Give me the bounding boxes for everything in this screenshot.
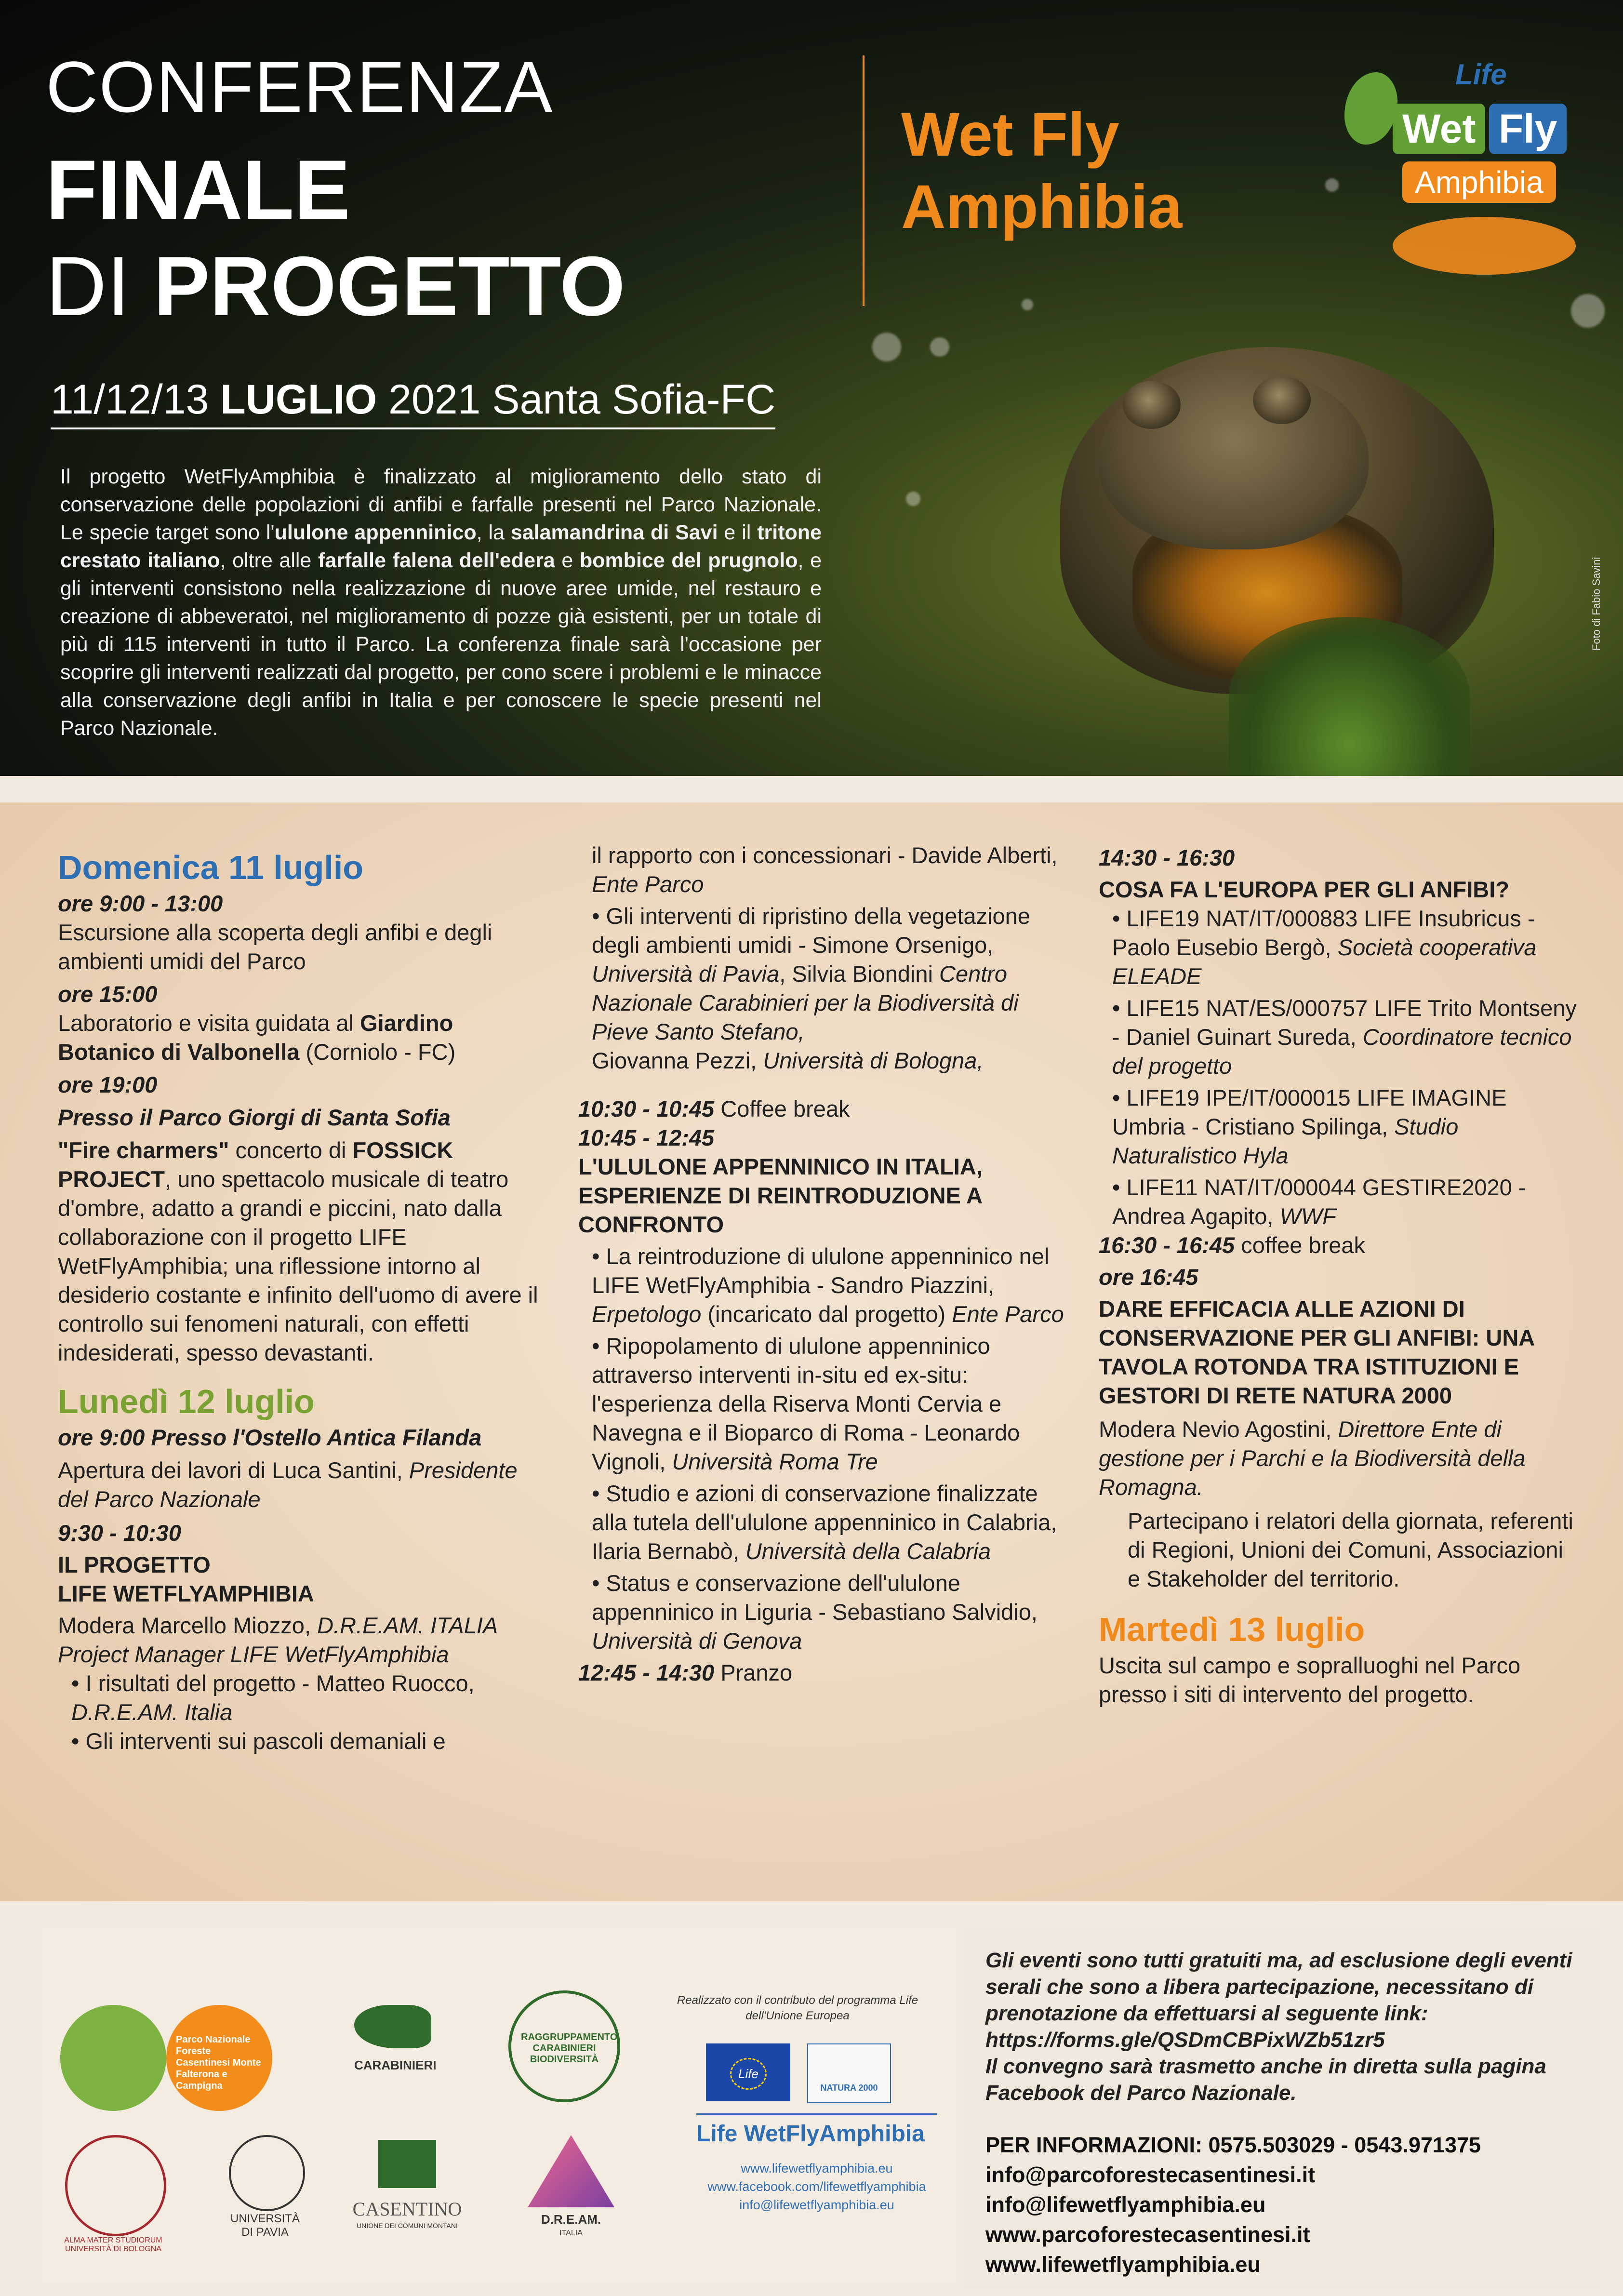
raggruppamento-biodiversita-logo: RAGGRUPPAMENTO CARABINIERI BIODIVERSITÀ (508, 1990, 620, 2102)
email-link[interactable]: info@lifewetflyamphibia.eu (985, 2192, 1266, 2217)
email-link[interactable]: info@parcoforestecasentinesi.it (985, 2163, 1316, 2187)
day-heading-monday: Lunedì 12 luglio (58, 1383, 315, 1420)
info-text: Gli eventi sono tutti gratuiti ma, ad esclusione degli eventi serali che sono a libera partecipazione, necessitano di prenotazione da effettuarsi al seguente link: https://forms.gle/QSDmCBPixWZb51zr5 Il convegno sarà trasmetto anche in diretta sulla pagina Facebook del Parco Nazionale. (985, 1949, 1572, 2105)
bokeh-light (1325, 178, 1339, 192)
event-date: 11/12/13 LUGLIO 2021 Santa Sofia-FC (51, 376, 775, 429)
parco-nazionale-logo: Parco Nazionale Foreste Casentinesi Monte Falterona e Campigna (166, 2005, 272, 2111)
info-panel (964, 1928, 1600, 2289)
dream-logo (528, 2135, 614, 2207)
bokeh-light (1022, 299, 1033, 310)
life-links (696, 2159, 937, 2214)
website-link[interactable]: www.parcoforestecasentinesi.it (985, 2222, 1310, 2247)
day-heading-tuesday: Martedì 13 luglio (1099, 1611, 1365, 1648)
unipv-logo (229, 2135, 305, 2211)
divider (696, 2113, 937, 2115)
website-link[interactable]: www.lifewetflyamphibia.eu (741, 2161, 893, 2176)
intro-text: Il progetto WetFlyAmphibia è finalizzato al miglioramento dello stato di conservazione delle popolazioni di anfibi e farfalle presenti nel Parco Nazionale. Le specie target sono l'ululone appenninico, la salamandrina di Savi e il tritone crestato italiano, oltre alle farfalle falena dell'edera e bombice del prugnolo, e gli interventi consistono nella realizzazione di nuove aree umide, nel restauro e creazione di abbeveratoi, nel miglioramento di pozze già esistenti, per un totale di più di 115 interventi in tutto il Parco. La conferenza finale sarà l'occasione per scoprire gli interventi realizzati dal progetto, per cono scere i problemi e le minacce alla conservazione degli anfibi in Italia e per conoscere le specie presenti nel Parco Nazionale. (60, 465, 822, 740)
program-column-1: Domenica 11 luglio ore 9:00 - 13:00 Escursione alla scoperta degli anfibi e degli ambienti umidi del Parco ore 15:00 Laboratorio e visita guidata al Giardino Botanico di Valbonella (Corniolo - FC) ore 19:00 Presso il Parco Giorgi di Santa Sofia "Fire charmers" concerto di FOSSICK PROJECT, uno spettacolo musicale di teatro d'ombre, adatto a grandi e piccini, nato dalla collaborazione con il progetto LIFE WetFlyAmphibia; una riflessione intorno al desiderio costante e infinito dell'uomo di avere il controllo sui fenomeni naturali, con effetti indesiderati, spesso devastanti. Lunedì 12 luglio ore 9:00 Presso l'Ostello Antica Filanda Apertura dei lavori di Luca Santini, Presidente del Parco Nazionale 9:30 - 10:30 IL PROGETTO LIFE WETFLYAMPHIBIA Modera Marcello Miozzo, D.R.E.AM. ITALIA Project Manager LIFE WetFlyAmphibia • I risultati del progetto - Matteo Ruocco, D.R.E.AM. Italia • Gli interventi sui pascoli demaniali e (58, 846, 540, 1756)
facebook-link[interactable]: www.facebook.com/lifewetflyamphibia (707, 2179, 926, 2194)
email-link[interactable]: info@lifewetflyamphibia.eu (739, 2198, 894, 2212)
program-section (0, 802, 1623, 1901)
divider-line (863, 55, 865, 306)
frog-eye (1253, 376, 1311, 424)
unibo-logo (65, 2135, 166, 2236)
realizzato-note: Realizzato con il contributo del programma Life dell'Unione Europea (677, 1994, 918, 2022)
frog-eye (1123, 381, 1181, 429)
title-line-2: FINALE (46, 143, 350, 237)
leaf-icon (1344, 72, 1397, 145)
partner-logos: Parco Nazionale Foreste Casentinesi Monte Falterona e Campigna CARABINIERI RAGGRUPPAMENTO CARABINIERI BIODIVERSITÀ Realizzato con il contributo del programma Life dell'Unione Europea Life NATURA 2000 Life WetFlyAmphibia www.lifewetflyamphibia.eu www.facebook.com/lifewetflyamphibia info@lifewetflyamphibia.eu ALMA MATER STUDIORUM UNIVERSITÀ DI BOLOGNA UNIVERSITÀ DI PAVIA CASENTINO UNIONE DEI COMUNI MONTANI D.R.E.AM. ITALIA (41, 1928, 957, 2284)
program-column-3: 14:30 - 16:30 COSA FA L'EUROPA PER GLI ANFIBI? • LIFE19 NAT/IT/000883 LIFE Insubricus - Paolo Eusebio Bergò, Società cooperativa ELEADE • LIFE15 NAT/ES/000757 LIFE Trito Montseny - Daniel Guinart Sureda, Coordinatore tecnico del progetto • LIFE19 IPE/IT/000015 LIFE IMAGINE Umbria - Cristiano Spilinga, Studio Naturalistico Hyla • LIFE11 NAT/IT/000044 GESTIRE2020 - Andrea Agapito, WWF 16:30 - 16:45 coffee break ore 16:45 DARE EFFICACIA ALLE AZIONI DI CONSERVAZIONE PER GLI ANFIBI: UNA TAVOLA ROTONDA TRA ISTITUZIONI E GESTORI DI RETE NATURA 2000 Modera Nevio Agostini, Direttore Ente di gestione per i Parchi e la Biodiversità della Romagna. Partecipano i relatori della giornata, referenti di Regioni, Unioni dei Comuni, Associazioni e Stakeholder del territorio. Martedì 13 luglio Uscita sul campo e sopralluoghi nel Parco presso i siti di intervento del progetto. (1099, 843, 1581, 1709)
salamander-icon (1393, 217, 1576, 275)
bokeh-light (906, 492, 920, 506)
bokeh-light (1571, 294, 1605, 328)
contacts: PER INFORMAZIONI: 0575.503029 - 0543.971375 info@parcoforestecasentinesi.it info@lifewetflyamphibia.eu www.parcoforestecasentinesi.it www.lifewetflyamphibia.eu (985, 2130, 1578, 2280)
bokeh-light (872, 333, 901, 361)
parco-leaf-logo (60, 2005, 166, 2111)
life-title: Life WetFlyAmphibia (696, 2121, 925, 2147)
photo-credit: Foto di Fabio Savini (1590, 557, 1602, 651)
program-column-2: il rapporto con i concessionari - Davide Alberti, Ente Parco • Gli interventi di ripristino della vegetazione degli ambienti umidi - Simone Orsenigo, Università di Pavia, Silvia Biondini Centro Nazionale Carabinieri per la Biodiversità di Pieve Santo Stefano, Giovanna Pezzi, Università di Bologna, 10:30 - 10:45 Coffee break 10:45 - 12:45 L'ULULONE APPENNINICO IN ITALIA, ESPERIENZE DI REINTRODUZIONE A CONFRONTO • La reintroduzione di ululone appenninico nel LIFE WetFlyAmphibia - Sandro Piazzini, Erpetologo (incaricato dal progetto) Ente Parco • Ripopolamento di ululone appenninico attraverso interventi in-situ ed ex-situ: l'esperienza della Riserva Monti Cervia e Navegna e il Bioparco di Roma - Leonardo Vignoli, Università Roma Tre • Studio e azioni di conservazione finalizzate alla tutela dell'ululone appenninico in Calabria, Ilaria Bernabò, Università della Calabria • Status e conservazione dell'ululone appenninico in Liguria - Sebastiano Salvidio, Università di Genova 12:45 - 14:30 Pranzo (578, 842, 1064, 1685)
wetflyamphibia-logo: Life Wet Fly Amphibia (1344, 58, 1585, 289)
day-heading-sunday: Domenica 11 luglio (58, 849, 364, 886)
website-link[interactable]: www.lifewetflyamphibia.eu (985, 2252, 1261, 2277)
eu-life-logo: Life (706, 2043, 790, 2101)
casentino-logo (378, 2140, 436, 2188)
title-line-3: DI PROGETTO (46, 240, 625, 334)
title-line-1: CONFERENZA (46, 46, 554, 127)
project-name: Wet Fly Amphibia (901, 100, 1183, 241)
natura-2000-logo: NATURA 2000 (807, 2043, 891, 2103)
hero-banner (0, 0, 1623, 776)
fern (1229, 617, 1470, 776)
carabinieri-logo: CARABINIERI (354, 2005, 441, 2092)
bokeh-light (930, 337, 949, 357)
